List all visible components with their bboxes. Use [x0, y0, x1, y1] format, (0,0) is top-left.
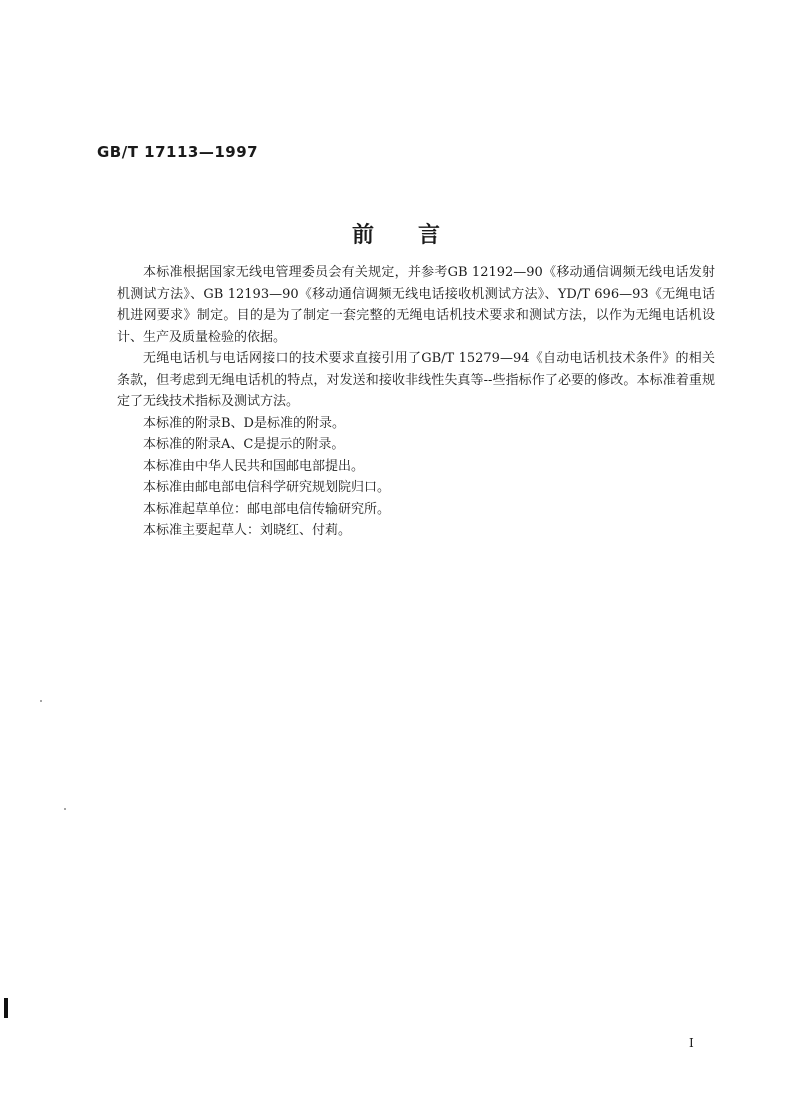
paragraph-normative-annex: 本标准的附录B、D是标准的附录。: [143, 415, 345, 431]
scan-margin-mark: [4, 998, 8, 1018]
paragraph-administrator: 本标准由邮电部电信科学研究规划院归口。: [143, 480, 391, 495]
section-title: 前言: [351, 222, 484, 248]
standard-code: GB/T 17113—1997: [97, 143, 259, 161]
paragraph-informative-annex: 本标准的附录A、C是提示的附录。: [143, 437, 345, 452]
paragraph-drafting-unit: 本标准起草单位：邮电部电信传输研究所。: [143, 501, 391, 517]
scan-speck: [64, 808, 66, 810]
paragraph-scope: 本标准根据国家无线电管理委员会有关规定，并参考GB 12192—90《移动通信调频无线电话发射机测试方法》、GB 12193—90《移动通信调频无线电话接收机测试方法》、YD/T 696—93《无绳电话机进网要求》制定。目的是为了制定一套完整的无绳电话机技术要求和测试方法，以作为无绳电话机设计、生产及质量检验的依据。: [117, 265, 715, 345]
paragraph-proposer: 本标准由中华人民共和国邮电部提出。: [143, 458, 365, 474]
paragraph-interface: 无绳电话机与电话网接口的技术要求直接引用了GB/T 15279—94《自动电话机技术条件》的相关条款，但考虑到无绳电话机的特点，对发送和接收非线性失真等--些指标作了必要的修改。本标准着重规定了无线技术指标及测试方法。: [117, 351, 715, 409]
page-number: I: [689, 1036, 694, 1050]
paragraph-drafters: 本标准主要起草人：刘晓红、付莉。: [143, 523, 352, 538]
foreword-body: [117, 262, 715, 542]
scan-speck: [40, 700, 42, 702]
